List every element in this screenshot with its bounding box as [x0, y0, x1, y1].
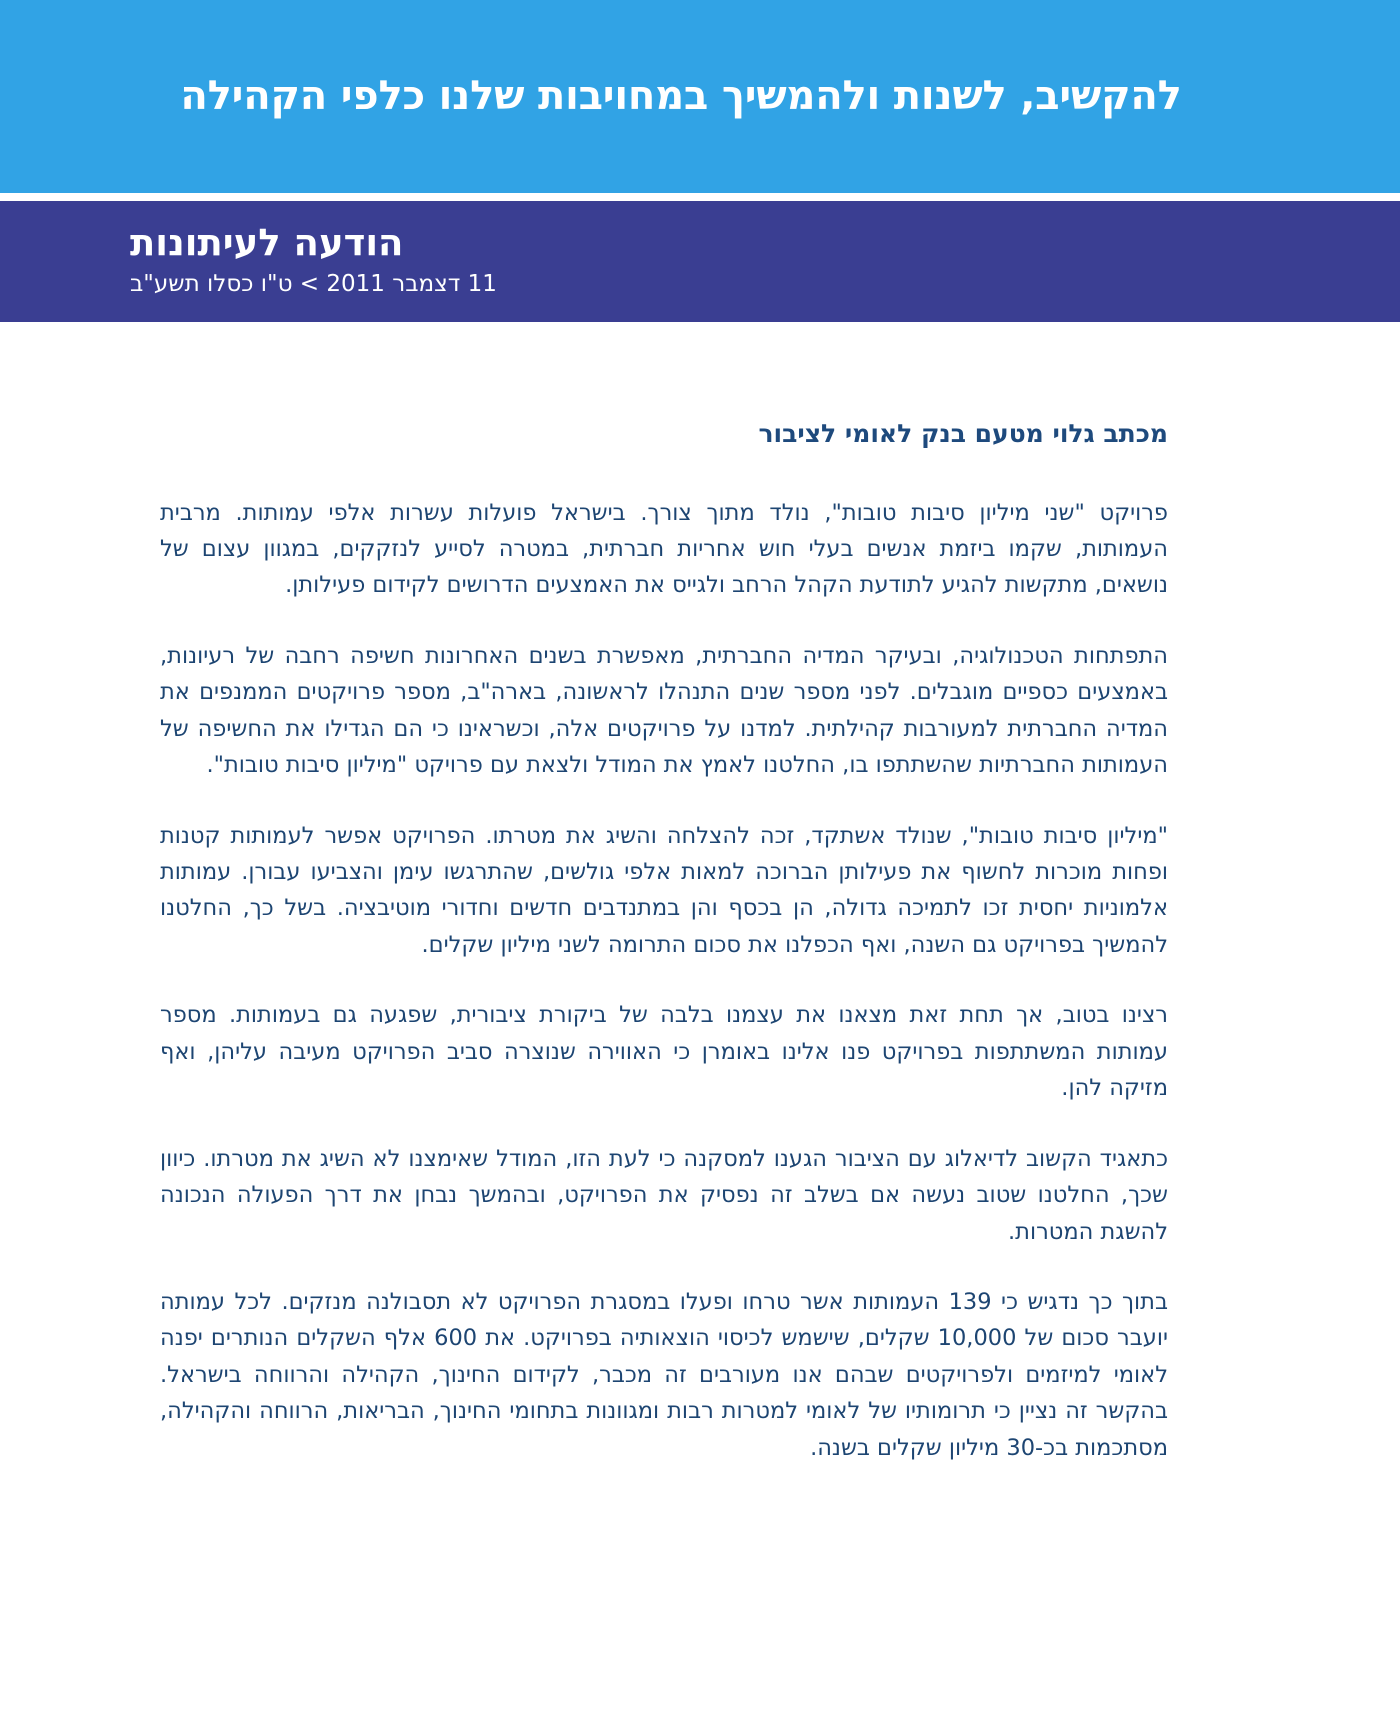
document-body [0, 322, 1400, 1536]
body-paragraph: "מיליון סיבות טובות", שנולד אשתקד, זכה להצלחה והשיג את מטרתו. הפרויקט אפשר לעמותות קטנות ופחות מוכרות לחשוף את פעילותן הברוכה למאות אלפי גולשים, שהתרגשו עימן והצביעו עבורן. עמותות אלמוניות יחסית זכו לתמיכה גדולה, הן בכסף והן במתנדבים חדשים וחדורי מוטיבציה. בשל כך, החלטנו להמשיך בפרויקט גם השנה, ואף הכפלנו את סכום התרומה לשני מיליון שקלים. [160, 822, 1168, 958]
press-release-banner [0, 201, 1400, 322]
top-banner [0, 0, 1400, 193]
document-heading: מכתב גלוי מטעם בנק לאומי לציבור [758, 419, 1168, 448]
press-release-date: 11 דצמבר 2011 > ט"ו כסלו תשע"ב [130, 271, 497, 298]
body-paragraph: בתוך כך נדגיש כי 139 העמותות אשר טרחו ופעלו במסגרת הפרויקט לא תסבולנה מנזקים. לכל עמותה יועבר סכום של 10,000 שקלים, שישמש לכיסוי הוצאותיה בפרויקט. את 600 אלף השקלים הנותרים יפנה לאומי למיזמים ולפרויקטים שבהם אנו מעורבים זה מכבר, לקידום החינוך, הקהילה והרווחה בישראל. בהקשר זה נציין כי תרומותיו של לאומי למטרות רבות ומגוונות בתחומי החינוך, הבריאות, הרווחה והקהילה, מסתכמות בכ-30 מיליון שקלים בשנה. [160, 1288, 1169, 1461]
banner-title: להקשיב, לשנות ולהמשיך במחויבות שלנו כלפי הקהילה [180, 72, 1182, 119]
press-release-label: הודעה לעיתונות [130, 220, 404, 264]
body-paragraph: התפתחות הטכנולוגיה, ובעיקר המדיה החברתית, מאפשרת בשנים האחרונות חשיפה רחבה של רעיונות, באמצעים כספיים מוגבלים. לפני מספר שנים התנהלו לראשונה, בארה"ב, מספר פרויקטים הממנפים את המדיה החברתית למעורבות קהילתית. למדנו על פרויקטים אלה, וכשראינו כי הם הגדילו את החשיפה של העמותות החברתיות שהשתתפו בו, החלטנו לאמץ את המודל ולצאת עם פרויקט "מיליון סיבות טובות". [160, 642, 1168, 779]
body-paragraph: פרויקט "שני מיליון סיבות טובות", נולד מתוך צורך. בישראל פועלות עשרות אלפי עמותות. מרבית העמותות, שקמו ביזמת אנשים בעלי חוש אחריות חברתית, במטרה לסייע לנזקקים, במגוון עצום של נושאים, מתקשות להגיע לתודעת הקהל הרחב ולגייס את האמצעים הדרושים לקידום פעילותן. [160, 499, 1168, 599]
body-paragraph: רצינו בטוב, אך תחת זאת מצאנו את עצמנו בלבה של ביקורת ציבורית, שפגעה גם בעמותות. מספר עמותות המשתתפות בפרויקט פנו אלינו באומרן כי האווירה שנוצרה סביב הפרויקט מעיבה עליהן, ואף מזיקה להן. [160, 1002, 1168, 1102]
body-paragraph: כתאגיד הקשוב לדיאלוג עם הציבור הגענו למסקנה כי לעת הזו, המודל שאימצנו לא השיג את מטרתו. כיוון שכך, החלטנו שטוב נעשה אם בשלב זה נפסיק את הפרויקט, ובהמשך נבחן את דרך הפעולה הנכונה להשגת המטרות. [160, 1145, 1168, 1245]
banner-divider [0, 193, 1400, 201]
